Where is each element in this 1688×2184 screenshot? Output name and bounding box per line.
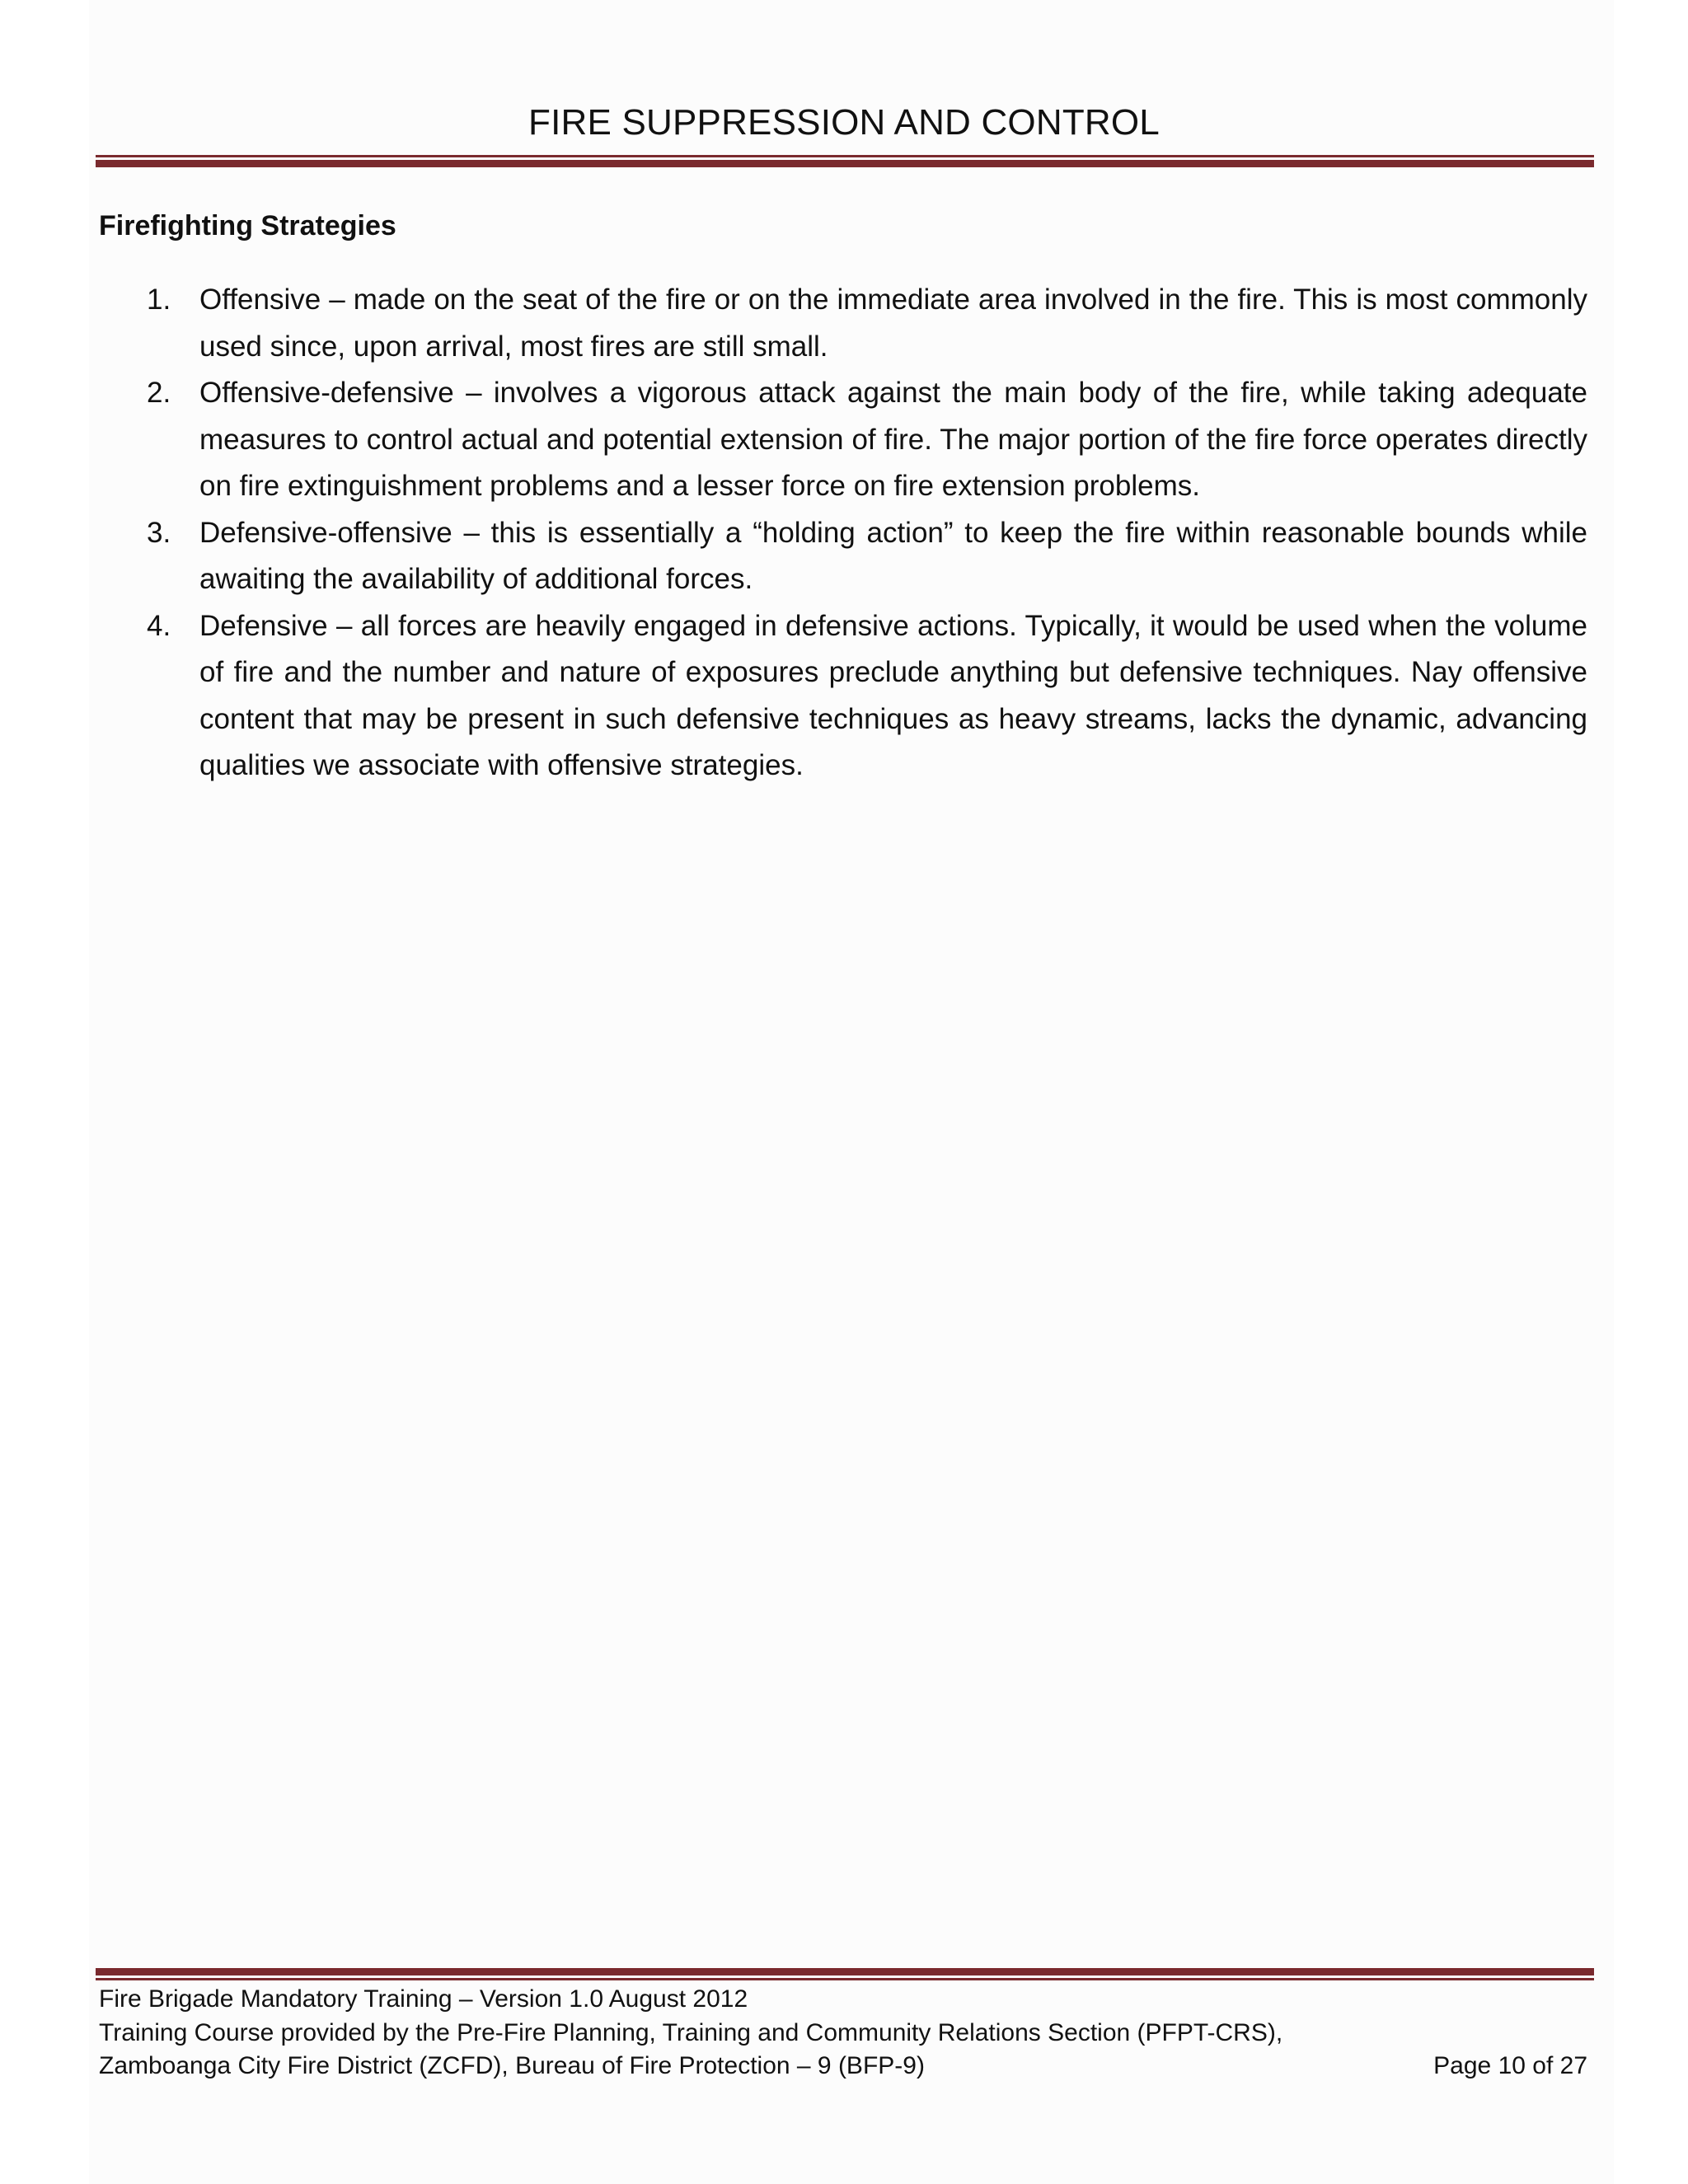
list-item	[99, 603, 1587, 790]
footer-district-line: Zamboanga City Fire District (ZCFD), Bureau of Fire Protection – 9 (BFP-9)	[99, 2052, 925, 2079]
list-item-text: Offensive – made on the seat of the fire or on the immediate area involved in the fire. This is most commonly used since, upon arrival, most fires are still small.	[199, 284, 1587, 363]
page-footer	[99, 1983, 1587, 2083]
list-item-number: 3.	[147, 516, 171, 549]
list-item-number: 4.	[147, 609, 171, 642]
strategies-list	[99, 277, 1587, 790]
page-header-title: FIRE SUPPRESSION AND CONTROL	[528, 102, 1160, 143]
footer-divider-thin-line	[96, 1978, 1594, 1980]
list-item-text: Defensive – all forces are heavily engaged in defensive actions. Typically, it would be used when the volume of fire and the number and nature of exposures preclude anything but defensive techniques. Nay offensive content that may be present in such defensive techniques as heavy streams, lacks the dynamic, advancing qualities we associate with offensive strategies.	[199, 609, 1587, 781]
footer-version-line: Fire Brigade Mandatory Training – Version 1.0 August 2012	[99, 1985, 748, 2013]
list-item	[99, 370, 1587, 510]
footer-divider-thick-line	[96, 1968, 1594, 1975]
header-divider	[96, 155, 1594, 167]
footer-divider	[96, 1968, 1594, 1980]
list-item	[99, 277, 1587, 370]
list-item-text: Offensive-defensive – involves a vigorous attack against the main body of the fire, while taking adequate measures to control actual and potential extension of fire. The major portion of the fire force operates directly on fire extinguishment problems and a lesser force on fire extension problems.	[199, 377, 1587, 502]
page-number: Page 10 of 27	[1433, 2052, 1587, 2079]
footer-district-row	[99, 2050, 1587, 2083]
header-divider-thick-line	[96, 160, 1594, 167]
list-item-number: 1.	[147, 284, 171, 316]
section-heading: Firefighting Strategies	[99, 210, 396, 241]
list-item-number: 2.	[147, 377, 171, 409]
footer-provider-line: Training Course provided by the Pre-Fire Planning, Training and Community Relations Section (PFPT-CRS),	[99, 2018, 1283, 2046]
list-item-text: Defensive-offensive – this is essentially a “holding action” to keep the fire within reasonable bounds while awaiting the availability of additional forces.	[199, 516, 1587, 595]
list-item	[99, 510, 1587, 603]
